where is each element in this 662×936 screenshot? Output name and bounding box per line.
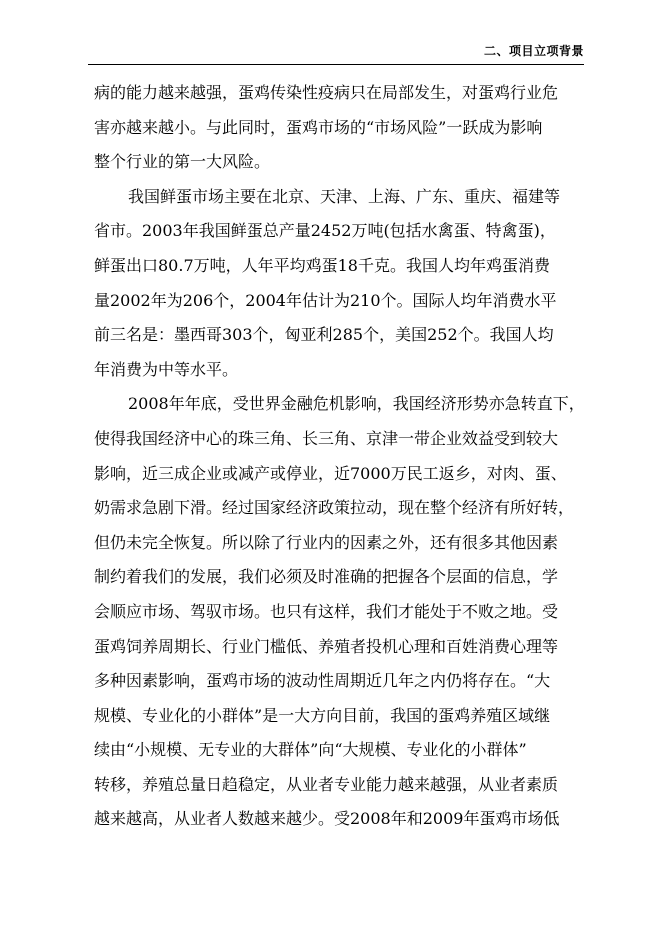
text-line: 病的能力越来越强，蛋鸡传染性疫病只在局部发生，对蛋鸡行业危 [94, 83, 559, 102]
text-line: 整个行业的第一大风险。 [94, 152, 271, 172]
text-line: 多种因素影响，蛋鸡市场的波动性周期近几年之内仍将存在。“大 [94, 671, 551, 691]
text-line: 使得我国经济中心的珠三角、长三角、京津一带企业效益受到较大 [94, 428, 559, 448]
body-text [94, 76, 594, 837]
text-line: 奶需求急剧下滑。经过国家经济政策拉动，现在整个经济有所好转， [94, 498, 575, 518]
section-title: 二、项目立项背景 [483, 44, 584, 58]
text-line: 蛋鸡饲养周期长、行业门槛低、养殖者投机心理和百姓消费心理等 [94, 636, 559, 656]
text-line: 前三名是：墨西哥303个，匈亚利285个，美国252个。我国人均 [94, 325, 554, 345]
text-line: 2008年年底，受世界金融危机影响，我国经济形势亦急转直下， [128, 394, 585, 414]
text-line: 影响，近三成企业或减产或停业，近7000万民工返乡，对肉、蛋、 [94, 463, 567, 483]
text-line: 害亦越来越小。与此同时，蛋鸡市场的“市场风险”一跃成为影响 [94, 117, 543, 137]
text-line: 量2002年为206个，2004年估计为210个。国际人均年消费水平 [94, 290, 557, 310]
text-line: 续由“小规模、无专业的大群体”向“大规模、专业化的小群体” [94, 740, 527, 760]
paragraph [94, 76, 594, 180]
paragraph [94, 180, 594, 388]
text-line: 年消费为中等水平。 [94, 359, 239, 379]
text-line: 制约着我们的发展，我们必须及时准确的把握各个层面的信息，学 [94, 567, 559, 587]
text-line: 会顺应市场、驾驭市场。也只有这样，我们才能处于不败之地。受 [94, 601, 559, 621]
text-line: 越来越高，从业者人数越来越少。受2008年和2009年蛋鸡市场低 [94, 809, 560, 829]
text-line: 规模、专业化的小群体”是一大方向目前，我国的蛋鸡养殖区域继 [94, 705, 551, 725]
text-line: 但仍未完全恢复。所以除了行业内的因素之外，还有很多其他因素 [94, 532, 559, 552]
text-line: 转移，养殖总量日趋稳定，从业者专业能力越来越强，从业者素质 [94, 774, 559, 794]
text-line: 省市。2003年我国鲜蛋总产量2452万吨(包括水禽蛋、特禽蛋)， [94, 221, 556, 241]
text-line: 鲜蛋出口80.7万吨，人年平均鸡蛋18千克。我国人均年鸡蛋消费 [94, 255, 550, 275]
text-line: 我国鲜蛋市场主要在北京、天津、上海、广东、重庆、福建等 [128, 186, 561, 206]
running-header [88, 38, 584, 65]
paragraph [94, 387, 594, 837]
